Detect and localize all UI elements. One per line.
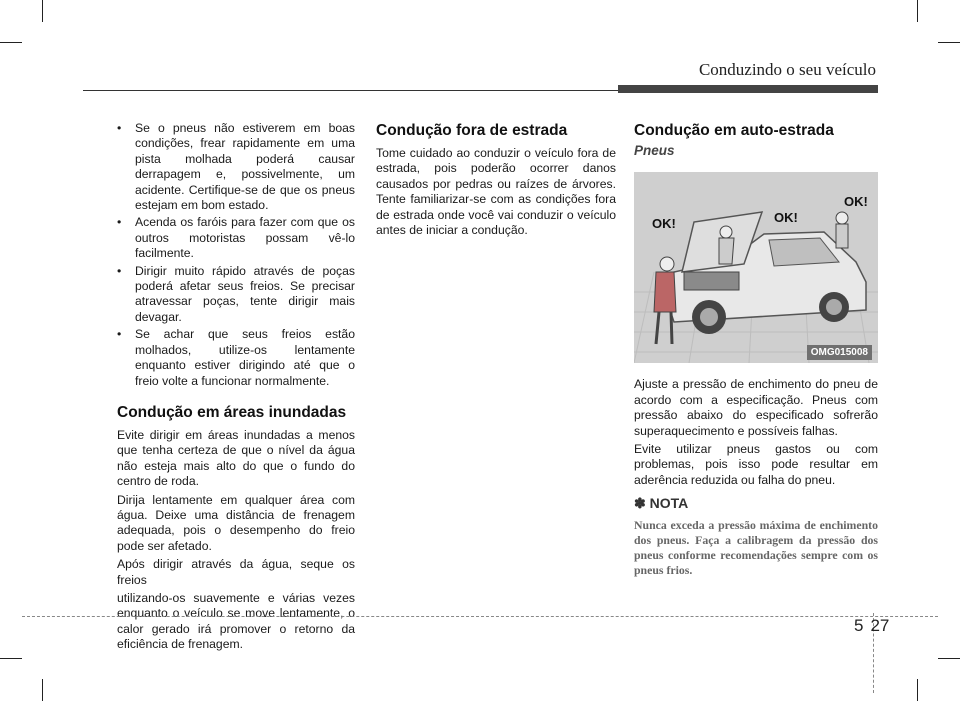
paragraph: Tome cuidado ao conduzir o veículo fora de estrada, pois poderão ocorrer danos causados por pedras ou raízes de árvores. Tente familiarizar-se com as condições fora de estrada onde você vai conduzir o veículo antes de iniciar a condução. — [376, 146, 616, 238]
ok-label-left: OK! — [652, 216, 676, 232]
column-middle — [376, 121, 616, 241]
paragraph: Ajuste a pressão de enchimento do pneu de acordo com a especificação. Pneus com pressão abaixo do especificado sofrerão superaquecimento e possíveis falhas. — [634, 377, 878, 438]
crop-mark — [917, 679, 918, 701]
header-rule — [83, 90, 618, 91]
crop-mark — [938, 42, 960, 43]
list-item: • Dirigir muito rápido através de poças poderá afetar seus freios. Se precisar atravessar poças, tente dirigir mais devagar. — [117, 263, 355, 324]
section-heading-flood: Condução em áreas inundadas — [117, 403, 347, 421]
paragraph: Evite dirigir em áreas inundadas a menos que tenha certeza de que o nível da água não esteja mais alto do que o fundo do centro de roda. — [117, 427, 355, 489]
crop-mark — [0, 658, 22, 659]
section-number: 5 — [854, 616, 864, 635]
paragraph: Dirija lentamente em qualquer área com água. Deixe uma distância de frenagem adequada, pois o desempenho do freio pode ser afetado. — [117, 492, 355, 553]
list-item: • Se achar que seus freios estão molhados, utilize-os lentamente enquanto estiver dirigindo até que o freio volte a funcionar normalmente. — [117, 327, 355, 388]
car-illustration — [634, 172, 878, 363]
crop-mark — [42, 0, 43, 22]
section-heading-highway: Condução em auto-estrada — [634, 122, 834, 139]
subheading-tires: Pneus — [634, 143, 675, 158]
asterisk-icon: ✽ — [634, 495, 646, 512]
column-left — [117, 121, 355, 656]
note-title: NOTA — [649, 495, 689, 512]
list-item: • Se o pneus não estiverem em boas condições, frear rapidamente em uma pista molhada poderá causar derrapagem e, possivelmente, um acidente. Certifique-se de que os pneus estejam em bom estado. — [117, 121, 355, 213]
paragraph: Após dirigir através da água, seque os freios — [117, 557, 355, 587]
crop-mark — [917, 0, 918, 22]
crop-mark — [0, 42, 22, 43]
crop-mark — [938, 658, 960, 659]
list-item: • Acenda os faróis para fazer com que os outros motoristas possam vê-lo facilmente. — [117, 215, 355, 261]
crop-mark — [42, 679, 43, 701]
ok-label-right: OK! — [844, 194, 868, 210]
paragraph: Evite utilizar pneus gastos ou com problemas, pois isso pode resultar em aderência reduzida ou falha do pneu. — [634, 442, 878, 487]
column-right — [634, 121, 878, 578]
page-header-title: Conduzindo o seu veículo — [698, 60, 876, 79]
footer-rule — [22, 616, 938, 617]
bullet-list — [117, 121, 355, 389]
note-text: Nunca exceda a pressão máxima de enchimento dos pneus. Faça a calibragem da pressão dos pneus conforme recomendações sempre com os pneus frios. — [634, 517, 878, 577]
paragraph: utilizando-os suavemente e várias vezes enquanto o veículo se move lentamente, o calor gerado irá promover o retorno da eficiência de frenagem. — [117, 590, 355, 652]
car-inspection-illustration — [634, 172, 878, 363]
page-number-value: 27 — [870, 616, 890, 635]
ok-label-middle: OK! — [774, 210, 798, 226]
section-heading-offroad: Condução fora de estrada — [376, 122, 568, 139]
page-number — [854, 616, 889, 636]
note-heading — [634, 496, 878, 511]
header-rule-bar — [618, 85, 878, 93]
figure-code: OMG015008 — [807, 345, 872, 360]
